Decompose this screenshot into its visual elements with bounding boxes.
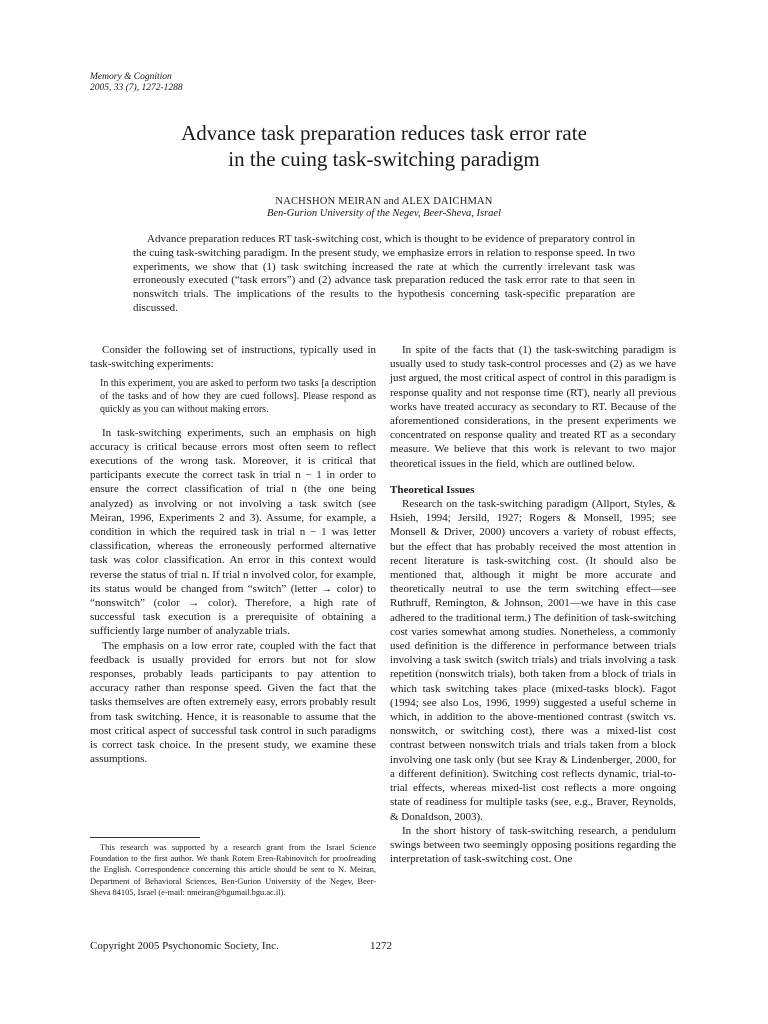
intro-paragraph: Consider the following set of instructions, typically used in task-switching experiments: (90, 344, 376, 371)
left-column (90, 343, 376, 766)
title-line-1: Advance task preparation reduces task error rate (181, 121, 587, 145)
body-paragraph-5: In the short history of task-switching research, a pendulum swings between two seemingly opposing positions regarding the interpretation of task-switching cost. One (390, 824, 676, 866)
footnote-divider (90, 837, 200, 838)
journal-header (90, 72, 183, 94)
body-paragraph-2: The emphasis on a low error rate, coupled with the fact that feedback is usually provided for errors but not for slow responses, probably leads participants to pay attention to accuracy rather than response speed. Given the fact that the tasks themselves are often extremely easy, errors probably result from task switching. Hence, it is reasonable to assume that the most critical aspect of successful task control in such paradigms is correct task choice. In the present study, we examine these assumptions. (90, 639, 376, 766)
section-heading: Theoretical Issues (390, 483, 475, 496)
authors: NACHSHON MEIRAN and ALEX DAICHMAN (275, 196, 493, 207)
affiliation: Ben-Gurion University of the Negev, Beer-Sheva, Israel (266, 208, 502, 219)
right-column (390, 343, 676, 866)
abstract: Advance preparation reduces RT task-switching cost, which is thought to be evidence of preparatory control in the cuing task-switching paradigm. In the present study, we emphasize errors in relation to response speed. In two experiments, we show that (1) task switching increased the rate at which the currently irrelevant task was erroneously executed (“task errors”) and (2) advance task preparation reduced the task error rate to that seen in nonswitch trials. The implications of the results to the hypothesis concerning task-specific preparation are discussed. (133, 233, 635, 314)
body-paragraph-1: In task-switching experiments, such an emphasis on high accuracy is critical because errors most often seem to reflect executions of the wrong task. Moreover, it is critical that participants execute the correct task in trial n − 1 in order to ensure the correct classification of trial n (the one being analyzed) as involving or not involving a task switch (see Meiran, 1996, Experiments 2 and 3). Assume, for example, a condition in which the required task in trial n − 1 was letter classification, whereas the erroneously performed alternative task was color classification. An error in this context would reverse the status of trial n. If trial n involved color, for example, its status would be changed from “switch” (letter → color) to “nonswitch” (color → color). Therefore, a high rate of successful task execution is a prerequisite of obtaining a sufficiently large number of analyzable trials. (90, 426, 376, 638)
page-number: 1272 (370, 940, 392, 952)
journal-name: Memory & Cognition (90, 72, 172, 82)
body-paragraph-3: In spite of the facts that (1) the task-switching paradigm is usually used to study task-control processes and (2) as we have just argued, the most critical aspect of control in this paradigm is response quality and not response time (RT), nearly all previous works have treated accuracy as secondary to RT. Because of the aforementioned considerations, in the present experiments we concentrated on response quality and treated RT as a secondary measure. We believe that this work is relevant to two major theoretical issues in the field, which are outlined below. (390, 344, 676, 470)
instruction-quote: In this experiment, you are asked to perform two tasks [a description of the tasks and of how they are cued follows]. Please respond as quickly as you can without making errors. (100, 378, 376, 415)
journal-citation: 2005, 33 (7), 1272-1288 (90, 83, 183, 93)
body-paragraph-4: Research on the task-switching paradigm (Allport, Styles, & Hsieh, 1994; Jersild, 1927; Rogers & Monsell, 1995; see Monsell & Driver, 2000) uncovers a variety of robust effects, but the effect that has probably received the most attention in recent literature is task-switching cost. (It should also be mentioned that, although it might be more accurate and theoretically neutral to use the term switching effect—see Ruthruff, Remington, & Johnson, 2001—we have in this case adhered to the traditional term.) The definition of task-switching cost varies somewhat among studies. Nonetheless, a commonly used definition is the difference in performance between trials involving a task switch (switch trials) and trials involving a task repetition (nonswitch trials), both taken from a block of trials in which task switching takes place (mixed-tasks block). Fagot (1994; see also Los, 1996, 1999) suggested a useful scheme in which, in addition to the above-mentioned contrast (switch vs. nonswitch, or switching cost), there was a mixed-list cost contrast between nonswitch trials and trials taken from a block involving one task only (but see Kray & Lindenberger, 2000, for a different definition). Switching cost reflects dynamic, trial-to-trial effects, whereas mixed-list cost reflects a more ongoing state of readiness for multiple tasks (see, e.g., Braver, Reynolds, & Donaldson, 2003). (390, 498, 676, 823)
copyright: Copyright 2005 Psychonomic Society, Inc. (90, 940, 279, 952)
footnote: This research was supported by a research grant from the Israel Science Foundation to the first author. We thank Rotem Eren-Rabinovitch for proofreading the English. Correspondence concerning this article should be sent to N. Meiran, Department of Behavioral Sciences, Ben-Gurion University of the Negev, Beer-Sheva 84105, Israel (e-mail: nmeiran@bgumail.bgu.ac.il). (90, 843, 376, 897)
title-line-2: in the cuing task-switching paradigm (228, 147, 540, 171)
paper-title (0, 120, 768, 172)
